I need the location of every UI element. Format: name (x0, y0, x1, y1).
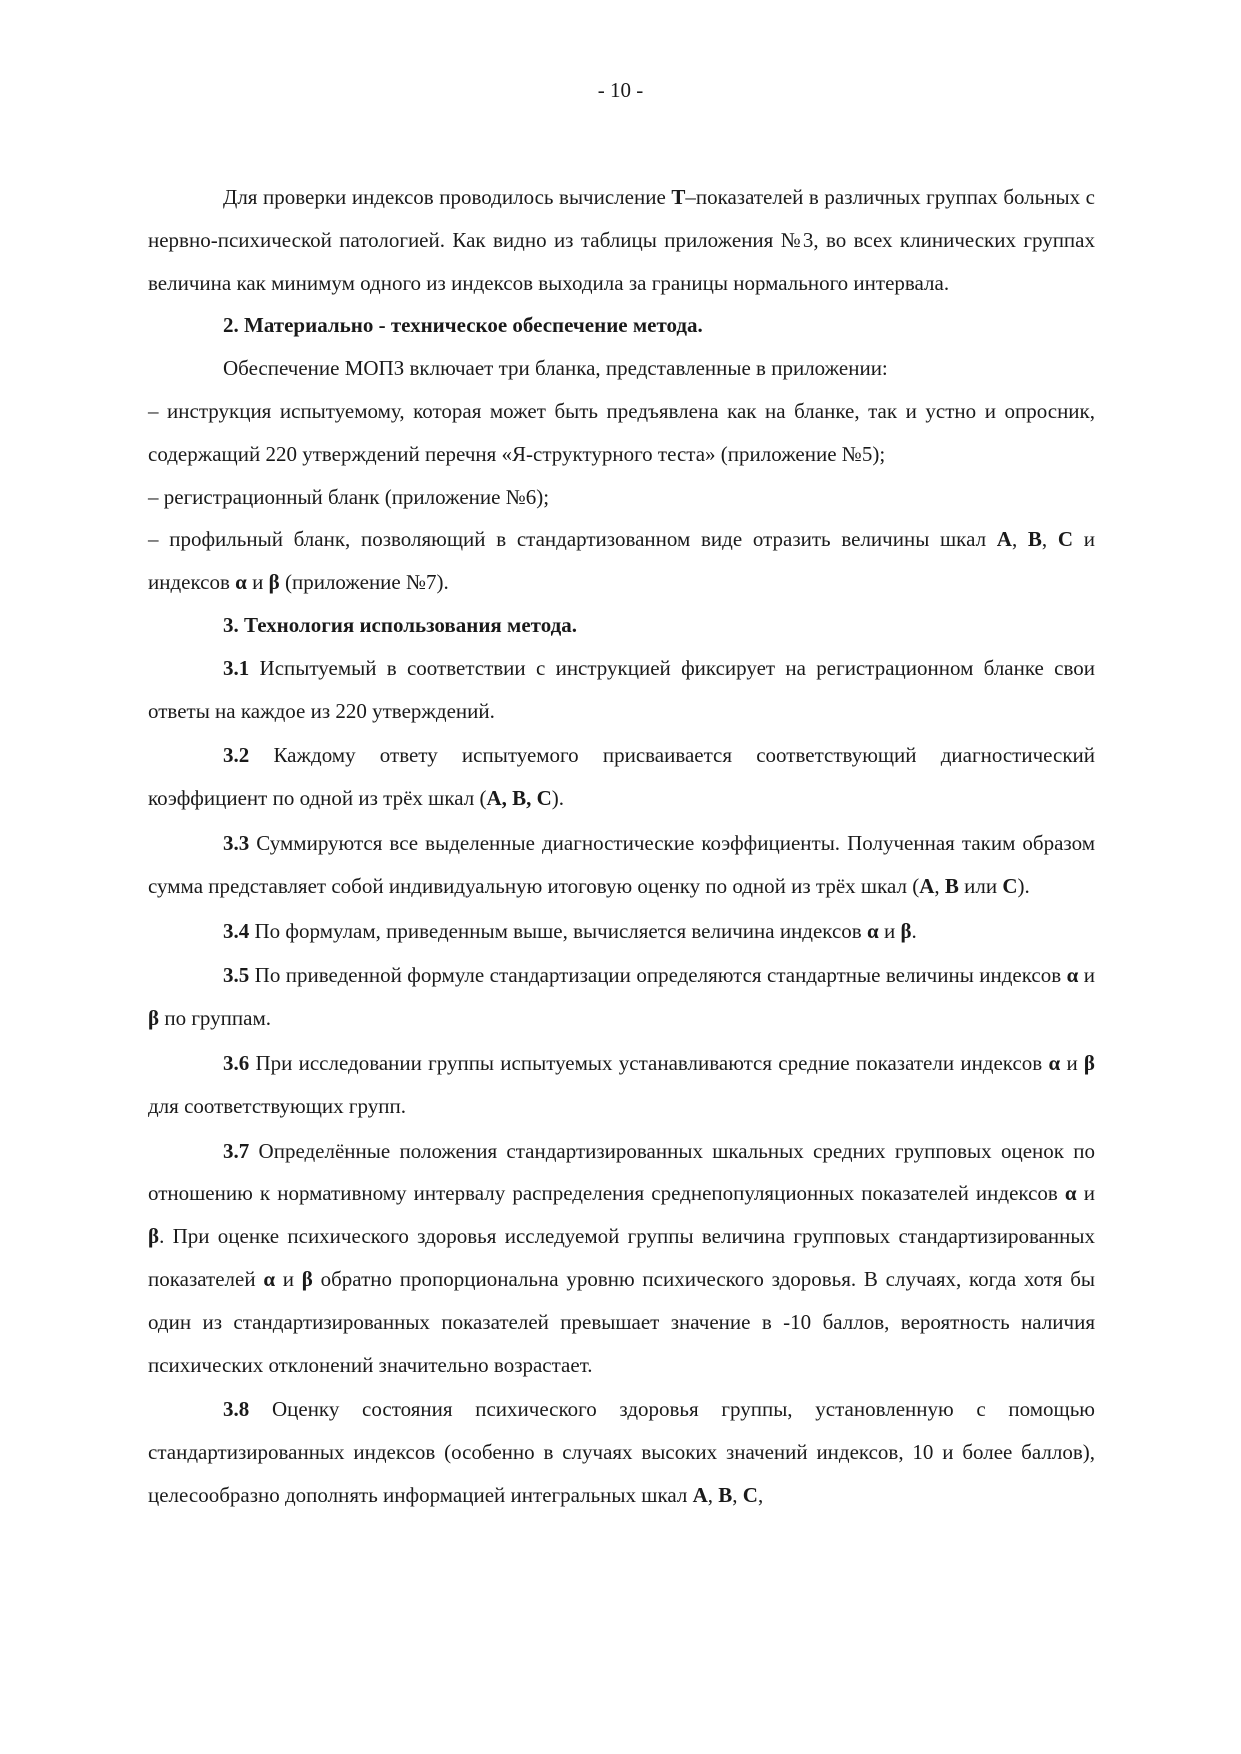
step-3-7-alpha: α (1064, 1181, 1077, 1206)
step-3-2-scales: А, В, С (486, 786, 552, 811)
step-3-7-alpha-2: α (263, 1266, 276, 1291)
step-3-7-text-3: обратно пропорциональна уровню психического здоровья. В случаях, когда хотя бы один из стандартизированных показателей превышает значение в -10 баллов, вероятность наличия психических отклонений значительно возрастает. (148, 1266, 1095, 1377)
step-3-8-sep-1: , (707, 1482, 719, 1507)
step-3-3-end: ). (1017, 873, 1030, 898)
step-3-8-scale-c: С (742, 1482, 758, 1507)
step-3-3 (148, 822, 1095, 908)
step-3-7-and: и (1076, 1181, 1095, 1206)
step-3-3-or: или (958, 873, 1003, 898)
document-body (148, 176, 1095, 1517)
step-3-6-and: и (1060, 1050, 1084, 1075)
step-3-2-text: Каждому ответу испытуемого присваивается соответствующий диагностический коэффициент по одной из трёх шкал ( (148, 743, 1095, 811)
step-3-7-beta-2: β (301, 1266, 313, 1291)
step-3-7-beta: β (148, 1224, 160, 1249)
step-3-3-scale-a: А (919, 873, 935, 898)
intro-bold-t: Т (671, 185, 686, 209)
step-3-7 (148, 1130, 1095, 1387)
item3-sep-1: , (1011, 527, 1028, 552)
step-3-6-number: 3.6 (223, 1050, 250, 1075)
scale-a: А (996, 527, 1012, 552)
step-3-5-number: 3.5 (223, 963, 250, 988)
index-alpha: α (235, 570, 247, 595)
step-3-4 (148, 910, 1095, 953)
step-3-2 (148, 734, 1095, 820)
step-3-4-end: . (911, 918, 917, 943)
step-3-6-end: для соответствующих групп. (148, 1093, 406, 1118)
step-3-6 (148, 1042, 1095, 1128)
index-beta: β (268, 570, 280, 595)
step-3-3-sep: , (934, 873, 945, 898)
step-3-7-text: Определённые положения стандартизированных шкальных средних групповых оценок по отношению к нормативному интервалу распределения среднепопуляционных показателей индексов (148, 1138, 1095, 1206)
step-3-4-and: и (878, 918, 901, 943)
step-3-8 (148, 1388, 1095, 1516)
step-3-6-beta: β (1083, 1050, 1095, 1075)
scale-b: В (1027, 527, 1042, 552)
item3-text-c: (приложение №7). (279, 570, 449, 595)
step-3-8-sep-2: , (732, 1482, 743, 1507)
step-3-5-beta: β (148, 1006, 160, 1031)
step-3-7-and-2: и (275, 1266, 302, 1291)
step-3-4-text: По формулам, приведенным выше, вычисляется величина индексов (249, 918, 867, 943)
section-3-heading: 3. Технология использования метода. (223, 612, 577, 637)
step-3-8-number: 3.8 (223, 1397, 250, 1422)
step-3-7-text-2: . При оценке психического здоровья исследуемой группы величина групповых стандартизированных показателей (148, 1224, 1095, 1291)
step-3-5-and: и (1078, 963, 1095, 988)
step-3-1-number: 3.1 (223, 655, 250, 680)
step-3-3-scale-c: С (1002, 873, 1018, 898)
step-3-3-text: Суммируются все выделенные диагностические коэффициенты. Полученная таким образом сумма представляет собой индивидуальную итоговую оценку по одной из трёх шкал ( (148, 830, 1095, 898)
step-3-8-text: Оценку состояния психического здоровья группы, установленную с помощью стандартизированных индексов (особенно в случаях высоких значений индексов, 10 и более баллов), целесообразно дополнять информацией интегральных шкал (148, 1397, 1095, 1507)
step-3-8-scale-b: В (718, 1482, 733, 1507)
section-2-intro: Обеспечение МОПЗ включает три бланка, представленные в приложении: (223, 356, 888, 381)
page-number: - 10 - (597, 78, 644, 102)
item3-and: и (246, 570, 269, 595)
section-2-item-2: – регистрационный бланк (приложение №6); (148, 484, 550, 509)
step-3-5-text: По приведенной формуле стандартизации определяются стандартные величины индексов (249, 963, 1067, 988)
step-3-8-scale-a: А (692, 1482, 708, 1507)
item3-sep-2: , (1041, 527, 1058, 552)
step-3-3-number: 3.3 (223, 830, 250, 855)
step-3-6-alpha: α (1048, 1050, 1061, 1075)
step-3-2-number: 3.2 (223, 743, 250, 768)
step-3-2-end: ). (551, 786, 565, 811)
section-2-item-3 (148, 518, 1095, 604)
step-3-5-alpha: α (1066, 963, 1079, 988)
step-3-3-scale-b: В (944, 873, 959, 898)
step-3-6-text: При исследовании группы испытуемых устанавливаются средние показатели индексов (249, 1050, 1049, 1075)
intro-paragraph (148, 176, 1095, 304)
step-3-8-end: , (757, 1482, 764, 1507)
step-3-7-number: 3.7 (223, 1138, 250, 1163)
step-3-4-beta: β (900, 918, 912, 943)
step-3-4-alpha: α (866, 918, 879, 943)
step-3-5-end: по группам. (159, 1006, 271, 1031)
intro-text-b: –показателей в различных группах больных с нервно-психической патологией. Как видно из таблицы приложения №3, во всех клинических группах величина как минимум одного из индексов выходила за границы нормального интервала. (148, 185, 1095, 295)
section-2-heading: 2. Материально - техническое обеспечение метода. (223, 313, 703, 338)
scale-c: С (1057, 527, 1074, 552)
step-3-5 (148, 954, 1095, 1040)
intro-text-a: Для проверки индексов проводилось вычисление (223, 185, 672, 209)
item3-text-b: и индексов (148, 527, 1096, 595)
step-3-1 (148, 647, 1095, 733)
section-2-item-1: – инструкция испытуемому, которая может быть предъявлена как на бланке, так и устно и опросник, содержащий 220 утверждений перечня «Я-структурного теста» (приложение №5); (148, 398, 1095, 466)
step-3-1-text: Испытуемый в соответствии с инструкцией фиксирует на регистрационном бланке свои ответы на каждое из 220 утверждений. (148, 655, 1095, 723)
item3-text-a: – профильный бланк, позволяющий в стандартизованном виде отразить величины шкал (148, 527, 997, 552)
step-3-4-number: 3.4 (223, 918, 250, 943)
